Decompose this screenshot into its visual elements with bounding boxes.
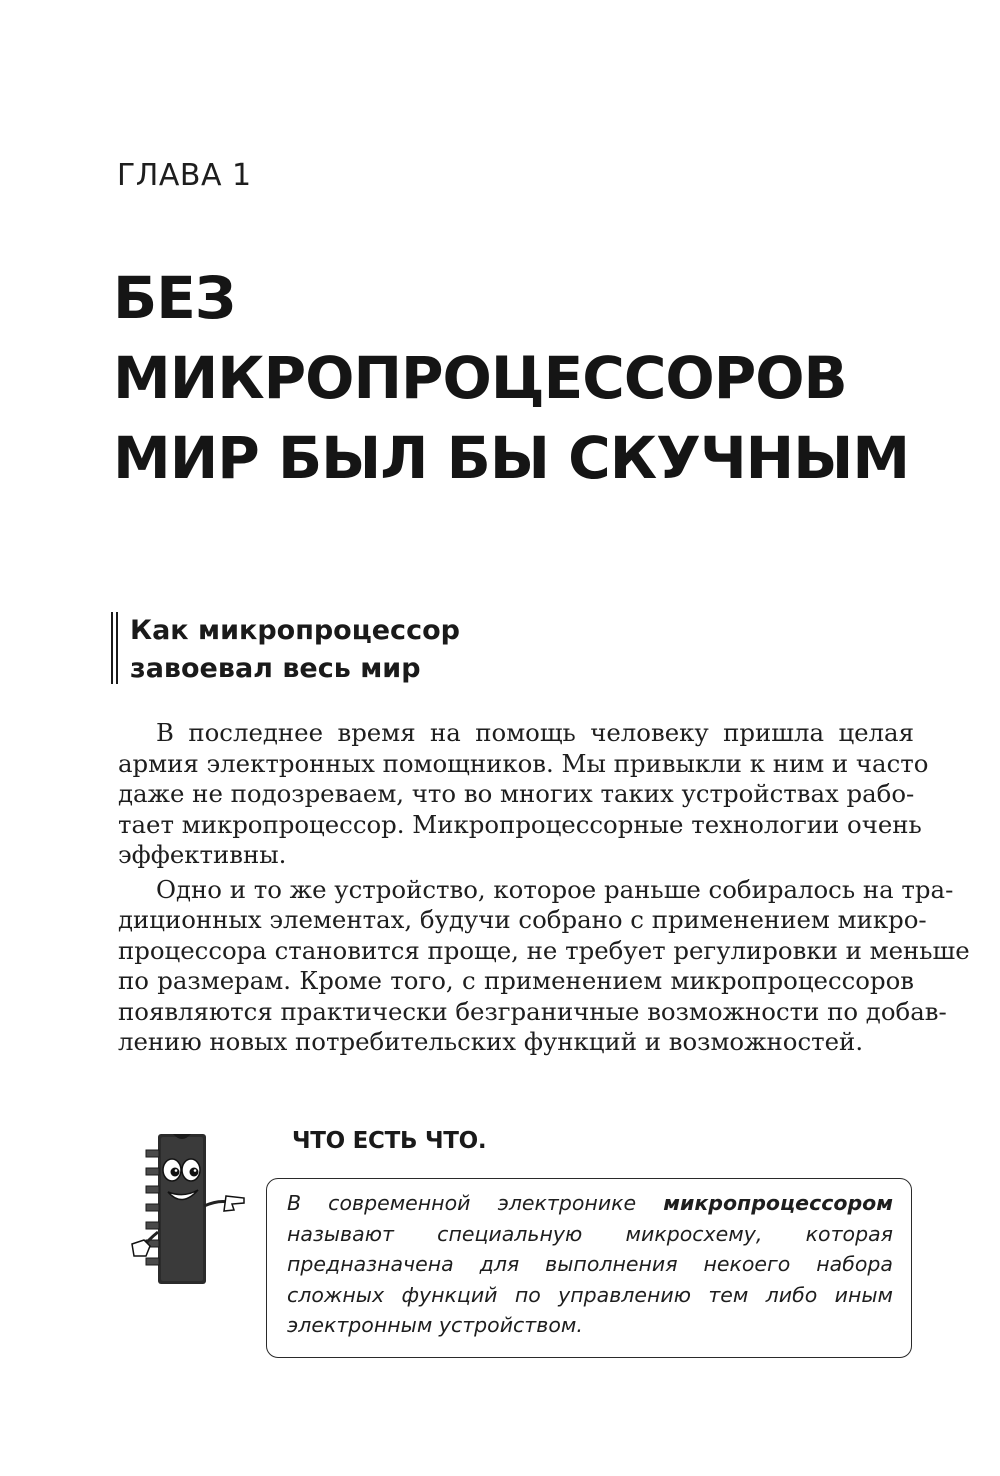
definition-term: микропроцессором <box>663 1191 893 1215</box>
text-line: лению новых потребительских функций и возможностей. <box>118 1027 864 1056</box>
definition-box <box>266 1178 912 1358</box>
body-text <box>118 718 970 1058</box>
chapter-title-line: МИР БЫЛ БЫ СКУЧНЫМ <box>113 424 910 492</box>
text-line: Одно и то же устройство, которое раньше собиралось на тра- <box>156 874 954 904</box>
text-line <box>287 1188 893 1219</box>
note-heading: ЧТО ЕСТЬ ЧТО. <box>292 1128 487 1154</box>
text-line: армия электронных помощников. Мы привыкли к ним и часто <box>118 748 929 778</box>
text-line: диционных элементах, будучи собрано с применением микро- <box>118 905 927 934</box>
paragraph <box>118 874 970 1058</box>
section-title <box>130 612 460 688</box>
text-line: В последнее время на помощь человеку пришла целая <box>156 718 914 747</box>
text-line: даже не подозреваем, что во многих таких устройствах рабо- <box>118 779 915 808</box>
chapter-title-line: МИКРОПРОЦЕССОРОВ <box>113 344 847 412</box>
text-line: предназначена для выполнения некоего набора <box>287 1252 893 1276</box>
text-line: называют специальную микросхему, которая <box>287 1221 893 1246</box>
section-marker-bar <box>111 612 118 684</box>
text-line: появляются практически безграничные возможности по добав- <box>118 996 947 1026</box>
text-line: по размерам. Кроме того, с применением микропроцессоров <box>118 966 914 995</box>
section-title-line: завоевал весь мир <box>130 653 421 684</box>
microchip-mascot-icon <box>128 1128 248 1288</box>
definition-text-part: В современной электронике <box>287 1191 637 1215</box>
paragraph <box>118 718 929 871</box>
text-line: процессора становится проще, не требует регулировки и меньше <box>118 935 970 965</box>
chapter-title-line: БЕЗ <box>113 264 236 332</box>
text-line: эффективны. <box>118 840 287 869</box>
text-line: сложных функций по управлению тем либо иным <box>287 1282 893 1307</box>
chapter-title <box>113 258 909 498</box>
chapter-label: ГЛАВА 1 <box>117 158 252 193</box>
text-line: электронным устройством. <box>287 1313 583 1337</box>
definition-text <box>287 1188 893 1341</box>
text-line: тает микропроцессор. Микропроцессорные технологии очень <box>118 809 922 839</box>
section-title-line: Как микропроцессор <box>130 615 460 646</box>
